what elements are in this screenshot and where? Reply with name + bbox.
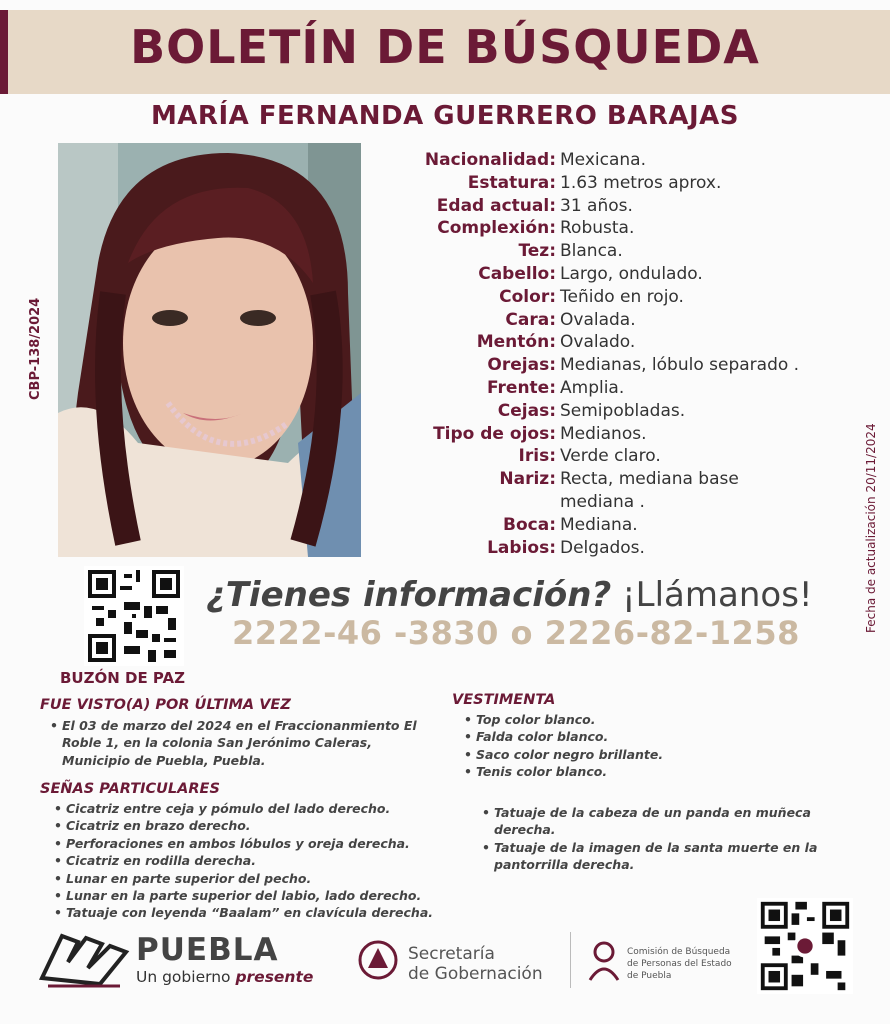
secretaria-line-1: Secretaría <box>408 944 495 964</box>
phone-numbers[interactable]: 2222-46 -3830 o 2226-82-1258 <box>232 614 800 652</box>
attribute-label: Complexión: <box>437 218 556 239</box>
attribute-value: Teñido en rojo. <box>560 286 684 307</box>
attribute-row <box>368 514 848 537</box>
attribute-value: Medianos. <box>560 423 647 444</box>
attribute-label: Frente: <box>487 377 556 398</box>
secretaria-name <box>408 944 543 984</box>
comision-line-3: de Puebla <box>627 971 672 981</box>
puebla-emblem-icon <box>38 928 130 990</box>
attribute-label: Tez: <box>518 241 556 262</box>
comision-emblem-icon <box>585 938 623 982</box>
list-item: • Top color blanco. <box>462 711 762 728</box>
comision-line-1: Comisión de Búsqueda <box>627 947 731 957</box>
puebla-tagline <box>136 968 313 986</box>
list-item: • Tatuaje con leyenda “Baalam” en clavícula derecha. <box>52 904 482 921</box>
physical-attributes <box>368 149 848 559</box>
last-seen-heading: FUE VISTO(A) POR ÚLTIMA VEZ <box>40 697 291 713</box>
attribute-row <box>368 423 848 446</box>
attribute-row <box>368 468 848 514</box>
attribute-value: Semipobladas. <box>560 400 686 421</box>
attribute-value: Mexicana. <box>560 150 646 170</box>
attribute-label: Orejas: <box>487 355 556 376</box>
attribute-label: Nacionalidad: <box>424 150 556 170</box>
attribute-value: Medianas, lóbulo separado . <box>560 355 800 376</box>
attribute-row <box>368 309 848 332</box>
attribute-label: Cejas: <box>497 400 556 421</box>
attribute-row <box>368 445 848 468</box>
attribute-row <box>368 537 848 560</box>
attribute-label: Iris: <box>518 446 556 467</box>
tagline-part-2: presente <box>235 968 314 986</box>
attribute-row <box>368 263 848 286</box>
list-item: • Saco color negro brillante. <box>462 746 762 763</box>
list-item: • Cicatriz en rodilla derecha. <box>52 852 482 869</box>
attribute-value: Recta, mediana base mediana . <box>560 469 739 512</box>
marks-list-right <box>480 804 850 874</box>
attribute-value: 31 años. <box>560 195 633 216</box>
list-item: • Tatuaje de la cabeza de un panda en muñeca derecha. <box>480 804 850 839</box>
attribute-label: Nariz: <box>499 469 556 490</box>
last-seen-text: • El 03 de marzo del 2024 en el Fraccionanmiento El Roble 1, en la colonia San Jerónimo Caleras, Municipio de Puebla, Puebla. <box>48 717 438 769</box>
attribute-label: Mentón: <box>476 332 556 353</box>
mailbox-label: BUZÓN DE PAZ <box>60 669 186 687</box>
attribute-label: Estatura: <box>467 172 556 193</box>
list-item: • Lunar en parte superior del pecho. <box>52 870 482 887</box>
buzon-qr-code[interactable] <box>84 566 184 666</box>
list-item: • Tatuaje de la imagen de la santa muerte en la pantorrilla derecha. <box>480 839 850 874</box>
attribute-label: Color: <box>499 286 556 307</box>
qr-code-icon <box>757 898 853 994</box>
comision-line-2: de Personas del Estado <box>627 959 732 969</box>
info-question <box>206 575 813 615</box>
attribute-row <box>368 377 848 400</box>
footer-divider <box>570 932 571 988</box>
case-code: CBP-138/2024 <box>28 297 43 400</box>
attribute-row <box>368 195 848 218</box>
attribute-row <box>368 149 848 172</box>
list-item: • Falda color blanco. <box>462 728 762 745</box>
puebla-wordmark: PUEBLA <box>136 932 279 968</box>
last-seen-list <box>48 717 438 769</box>
attribute-label: Cara: <box>505 309 556 330</box>
list-item: • Perforaciones en ambos lóbulos y oreja derecha. <box>52 835 482 852</box>
marks-heading: SEÑAS PARTICULARES <box>40 781 220 797</box>
comision-name <box>627 946 732 982</box>
attribute-row <box>368 240 848 263</box>
list-item: • Cicatriz en brazo derecho. <box>52 817 482 834</box>
list-item: • Cicatriz entre ceja y pómulo del lado derecho. <box>52 800 482 817</box>
attribute-value: Blanca. <box>560 241 623 262</box>
tagline-part-1: Un gobierno <box>136 968 236 986</box>
attribute-row <box>368 400 848 423</box>
person-name: MARÍA FERNANDA GUERRERO BARAJAS <box>150 101 740 131</box>
footer-qr-code[interactable] <box>757 898 853 994</box>
secretaria-line-2: de Gobernación <box>408 964 543 984</box>
attribute-row <box>368 331 848 354</box>
person-photo <box>58 143 361 557</box>
attribute-label: Labios: <box>487 537 556 558</box>
attribute-value: Largo, ondulado. <box>560 263 703 284</box>
clothing-list <box>462 711 762 781</box>
call-text: ¡Llámanos! <box>622 575 813 615</box>
attribute-value: 1.63 metros aprox. <box>560 172 722 193</box>
attribute-value: Delgados. <box>560 537 645 558</box>
list-item: • Lunar en la parte superior del labio, lado derecho. <box>52 887 482 904</box>
marks-list-left <box>52 800 482 922</box>
attribute-label: Cabello: <box>478 263 556 284</box>
secretaria-emblem-icon <box>356 938 400 982</box>
attribute-value: Robusta. <box>560 218 635 239</box>
qr-code-icon <box>84 566 184 666</box>
attribute-value: Mediana. <box>560 514 638 535</box>
attribute-row <box>368 286 848 309</box>
attribute-value: Amplia. <box>560 377 625 398</box>
attribute-value: Ovalada. <box>560 309 636 330</box>
attribute-label: Tipo de ojos: <box>433 423 556 444</box>
attribute-row <box>368 354 848 377</box>
portrait-illustration <box>58 143 361 557</box>
attribute-value: Ovalado. <box>560 332 636 353</box>
attribute-value: Verde claro. <box>560 446 661 467</box>
list-item: • Tenis color blanco. <box>462 763 762 780</box>
page-title: BOLETÍN DE BÚSQUEDA <box>130 20 760 74</box>
update-date: Fecha de actualización 20/11/2024 <box>864 423 878 633</box>
clothing-heading: VESTIMENTA <box>452 692 556 708</box>
attribute-row <box>368 172 848 195</box>
question-text: ¿Tienes información? <box>206 575 612 615</box>
attribute-row <box>368 217 848 240</box>
attribute-label: Edad actual: <box>436 195 556 216</box>
attribute-label: Boca: <box>503 514 556 535</box>
